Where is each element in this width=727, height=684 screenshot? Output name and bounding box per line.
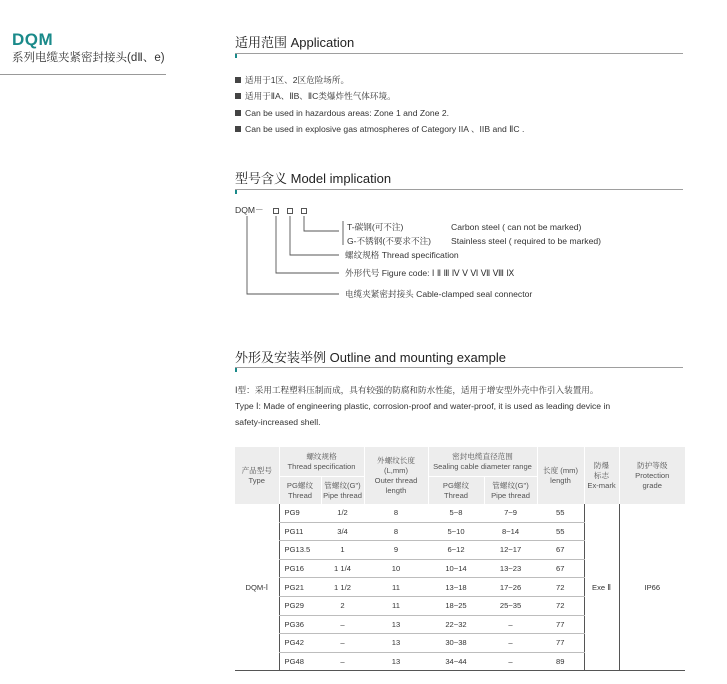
application-list [235,72,695,137]
table-cell: 6~12 [428,541,484,560]
model-code-prefix: DQM－ [235,205,264,215]
square-bullet-icon [235,110,241,116]
model-line-carbon-cn: T-碳钢(可不注) [347,222,404,232]
header-protection: 防护等级 Protection grade [619,447,685,504]
model-line-figure: 外形代号 Figure code: Ⅰ Ⅱ Ⅲ Ⅳ Ⅴ Ⅵ Ⅶ Ⅷ Ⅸ [345,268,515,278]
brand-title: DQM [12,30,54,49]
list-item: 适用于ⅡA、ⅡB、ⅡC类爆炸性气体环境。 [235,88,695,104]
header-seal-pg: PG螺纹 Thread [428,477,484,505]
table-cell: 1 1/4 [321,559,364,578]
table-cell: 77 [537,615,584,634]
protection-cell: IP66 [619,504,685,671]
table-cell: – [321,634,364,653]
model-line-stainless-cn: G-不锈钢(不要求不注) [347,236,432,246]
table-cell: 11 [364,578,428,597]
table-cell: 13~23 [484,559,537,578]
model-title: 型号含义 Model implication [235,171,392,186]
header-pg-thread: PG螺纹 Thread [279,477,321,505]
header-outer-length: 外螺纹长度 (L,mm) Outer thread length [364,447,428,504]
header-seal-pipe: 管螺纹(G") Pipe thread [484,477,537,505]
table-cell: 1 [321,541,364,560]
desc-en-line-2: safety-increased shell. [235,417,321,427]
table-cell: 25~35 [484,596,537,615]
desc-en-line-1: Type Ⅰ: Made of engineering plastic, corrosion-proof and water-proof, it is used as leading device in [235,401,611,411]
model-line-carbon-en: Carbon steel ( can not be marked) [451,222,582,232]
table-cell: 13 [364,615,428,634]
table-cell: PG16 [279,559,321,578]
table-cell: – [484,634,537,653]
spec-table [235,447,685,671]
table-cell: – [321,652,364,671]
header-sealing-range: 密封电缆直径范围 Sealing cable diameter range [428,447,537,477]
table-cell: 1 1/2 [321,578,364,597]
table-cell: PG42 [279,634,321,653]
table-cell: PG21 [279,578,321,597]
model-line-connector: 电缆夹紧密封接头 Cable-clamped seal connector [345,289,533,299]
table-cell: PG11 [279,522,321,541]
table-cell: 9 [364,541,428,560]
header-length: 长度 (mm) length [537,447,584,504]
table-cell: PG13.5 [279,541,321,560]
table-cell: – [484,652,537,671]
table-cell: 72 [537,578,584,597]
application-rule [235,53,683,54]
table-cell: 55 [537,522,584,541]
list-item: Can be used in hazardous areas: Zone 1 and Zone 2. [235,105,695,121]
table-cell: 1/2 [321,504,364,522]
table-cell: PG48 [279,652,321,671]
square-bullet-icon [235,77,241,83]
table-cell: 13 [364,634,428,653]
table-cell: 72 [537,596,584,615]
table-cell: 12~17 [484,541,537,560]
header-product-type: 产品型号 Type [235,447,279,504]
table-cell: 8~14 [484,522,537,541]
table-cell: PG36 [279,615,321,634]
model-line-stainless-en: Stainless steel ( required to be marked) [451,236,601,246]
table-cell: 30~38 [428,634,484,653]
model-rule-accent [235,190,237,194]
ex-mark-cell: Exe Ⅱ [584,504,619,671]
table-cell: 89 [537,652,584,671]
table-cell: 10 [364,559,428,578]
table-cell: 3/4 [321,522,364,541]
table-cell: – [321,615,364,634]
bracket-lines [235,205,355,305]
table-cell: 11 [364,596,428,615]
table-cell: 8 [364,504,428,522]
table-cell: 18~25 [428,596,484,615]
table-cell: 67 [537,559,584,578]
table-cell: 34~44 [428,652,484,671]
application-rule-accent [235,54,237,58]
table-cell: 8 [364,522,428,541]
table-cell: 77 [537,634,584,653]
table-cell: 13~18 [428,578,484,597]
table-cell: 10~14 [428,559,484,578]
brand-block [12,30,165,66]
outline-description [235,382,690,430]
header-ex-mark: 防爆 标志 Ex-mark [584,447,619,504]
table-cell: 13 [364,652,428,671]
model-diagram [235,205,685,305]
brand-subtitle: 系列电缆夹紧密封接头(dⅡ、e) [12,52,165,64]
list-item: 适用于1区、2区危险场所。 [235,72,695,88]
list-item: Can be used in explosive gas atmospheres of Category IIA 、IIB and ⅡC . [235,121,695,137]
table-cell: 5~10 [428,522,484,541]
table-cell: 22~32 [428,615,484,634]
type-cell: DQM-Ⅰ [235,504,279,671]
square-bullet-icon [235,126,241,132]
outline-rule-accent [235,368,237,372]
table-cell: 17~26 [484,578,537,597]
table-cell: PG29 [279,596,321,615]
table-cell: 7~9 [484,504,537,522]
outline-title: 外形及安装举例 Outline and mounting example [235,350,506,365]
outline-rule [235,367,683,368]
header-thread-spec: 螺纹规格 Thread specification [279,447,364,477]
application-title: 适用范围 Application [235,35,355,50]
desc-cn: Ⅰ型：采用工程塑料压制而成，具有较强的防腐和防水性能，适用于增安型外壳中作引入装置用。 [235,385,599,395]
table-cell: PG9 [279,504,321,522]
table-cell: 5~8 [428,504,484,522]
table-cell: 2 [321,596,364,615]
table-cell: 67 [537,541,584,560]
brand-divider [0,74,166,75]
model-line-thread: 螺纹规格 Thread specification [345,250,459,260]
header-pipe-thread: 管螺纹(G") Pipe thread [321,477,364,505]
square-bullet-icon [235,93,241,99]
table-cell: – [484,615,537,634]
model-rule [235,189,683,190]
table-cell: 55 [537,504,584,522]
table-row [235,504,685,522]
